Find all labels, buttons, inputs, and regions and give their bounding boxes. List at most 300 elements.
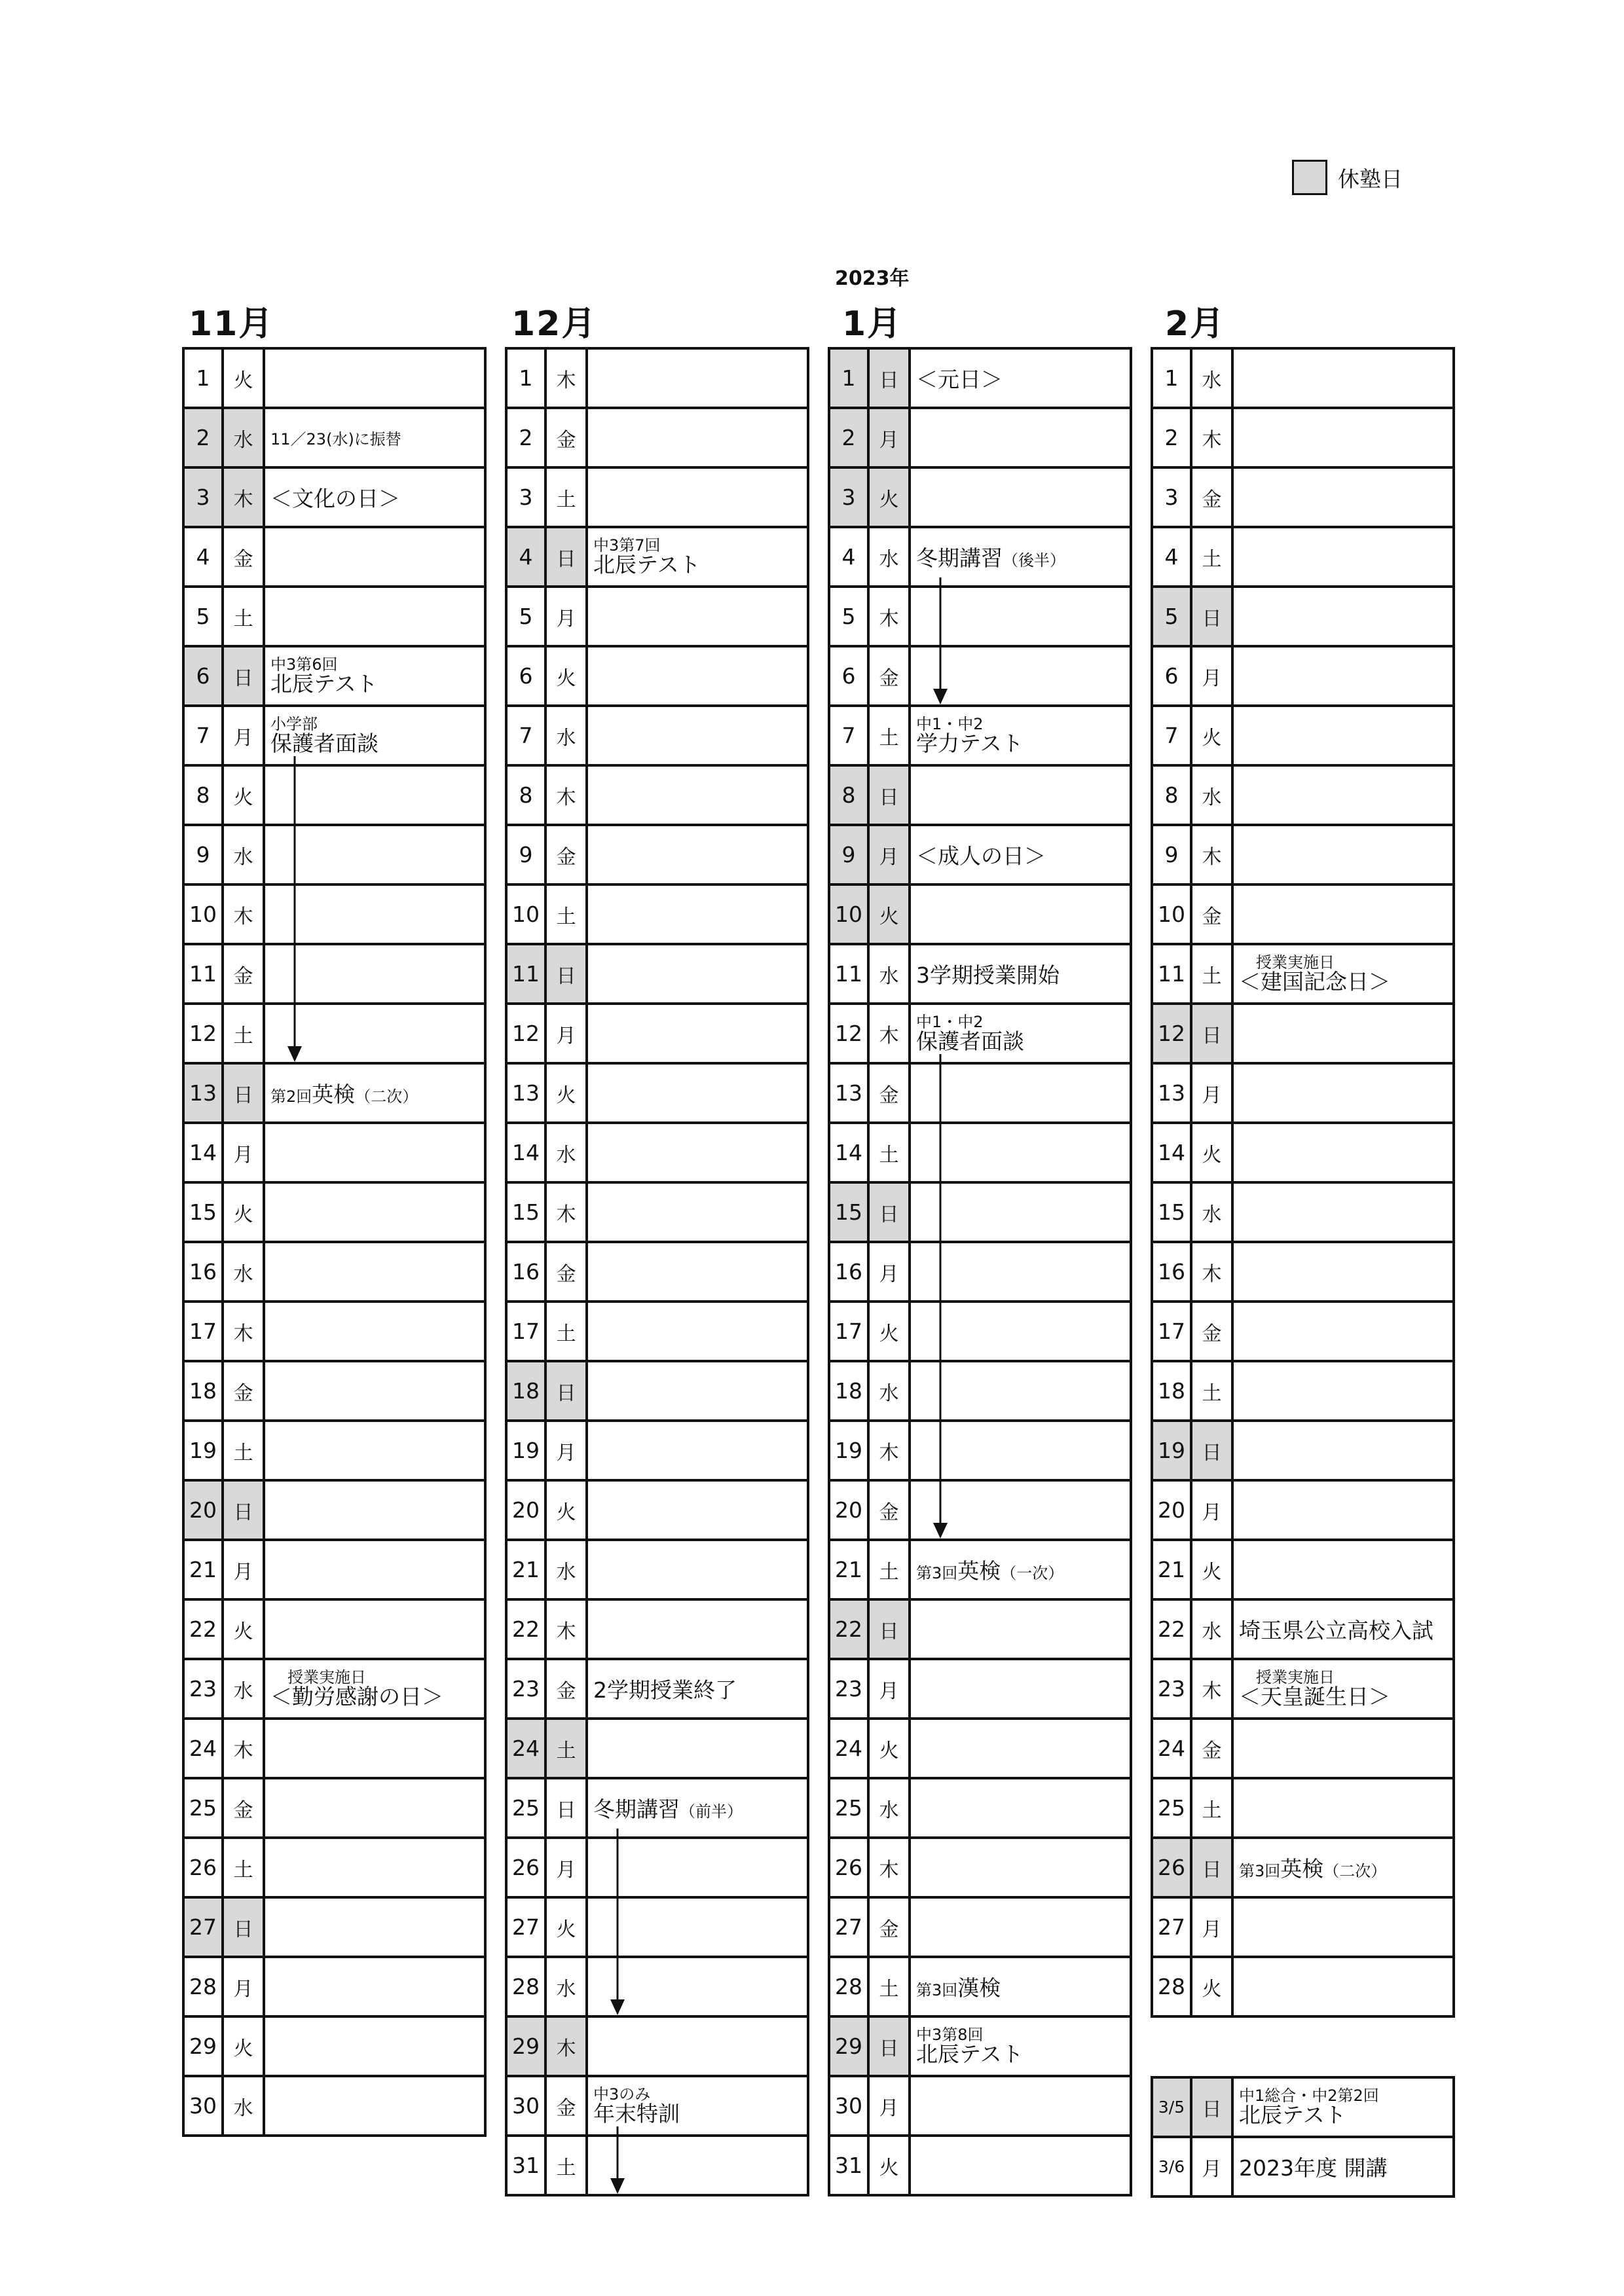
event-subtitle: 授業実施日 [1256, 953, 1335, 972]
calendar-row [507, 469, 809, 528]
day-number: 13 [185, 1065, 224, 1121]
event-cell [265, 1422, 487, 1479]
day-number: 26 [830, 1839, 870, 1896]
calendar-row-closed [830, 1601, 1132, 1660]
event-cell [911, 1720, 1132, 1777]
event-subtitle: 中1・中2 [916, 714, 984, 733]
event-cell [265, 409, 487, 466]
weekday: 土 [870, 1541, 911, 1598]
weekday: 火 [224, 350, 265, 407]
event-suffix: （二次） [1323, 1862, 1387, 1880]
weekday: 月 [224, 707, 265, 764]
month-title-nov: 11月 [189, 304, 274, 344]
day-number: 13 [830, 1065, 870, 1121]
weekday: 日 [1192, 1422, 1234, 1479]
day-number: 23 [830, 1660, 870, 1717]
weekday: 木 [224, 469, 265, 526]
day-number: 28 [1153, 1958, 1192, 2015]
event-cell [911, 1839, 1132, 1896]
calendar-row [1153, 886, 1455, 945]
day-number: 21 [185, 1541, 224, 1598]
event-cell [265, 1362, 487, 1419]
event-cell [265, 350, 487, 407]
day-number: 3/6 [1153, 2138, 1192, 2195]
event-cell [911, 945, 1132, 1002]
day-number: 3 [830, 469, 870, 526]
event-cell [1234, 1303, 1455, 1360]
event-cell [1234, 528, 1455, 585]
event-cell [1234, 409, 1455, 466]
calendar-row [830, 1720, 1132, 1779]
weekday: 木 [1192, 409, 1234, 466]
day-number: 12 [185, 1005, 224, 1062]
event-cell [265, 1839, 487, 1896]
event-cell [1234, 886, 1455, 943]
calendar-row [507, 767, 809, 826]
calendar-row [1153, 1243, 1455, 1303]
weekday: 木 [547, 1601, 588, 1658]
day-number: 5 [830, 588, 870, 645]
weekday: 金 [870, 1065, 911, 1121]
event-cell [588, 707, 809, 764]
day-number: 1 [507, 350, 547, 407]
weekday: 土 [1192, 528, 1234, 585]
day-number: 15 [830, 1184, 870, 1241]
day-number: 2 [830, 409, 870, 466]
weekday: 月 [870, 409, 911, 466]
event-cell [911, 826, 1132, 883]
calendar-row-closed [1153, 588, 1455, 647]
event-text [593, 2086, 680, 2126]
calendar-row [1153, 945, 1455, 1005]
day-number: 17 [1153, 1303, 1192, 1360]
day-number: 12 [507, 1005, 547, 1062]
weekday: 水 [547, 1958, 588, 2015]
event-cell [588, 1839, 809, 1896]
day-number: 24 [1153, 1720, 1192, 1777]
weekday: 日 [1192, 1005, 1234, 1062]
weekday: 火 [870, 1303, 911, 1360]
event-subtitle: 中3第6回 [270, 655, 338, 674]
calendar-row [185, 528, 487, 588]
day-number: 9 [185, 826, 224, 883]
event-cell [588, 1362, 809, 1419]
calendar-row [830, 2137, 1132, 2196]
weekday: 木 [224, 886, 265, 943]
calendar-row [830, 1124, 1132, 1184]
calendar-row [830, 707, 1132, 767]
calendar-row [507, 1005, 809, 1065]
calendar-row [1153, 1660, 1455, 1720]
weekday: 月 [870, 2077, 911, 2134]
day-number: 27 [185, 1899, 224, 1956]
weekday: 日 [1192, 2079, 1234, 2136]
event-cell [1234, 350, 1455, 407]
event-cell [911, 2077, 1132, 2134]
calendar-grid-nov [182, 347, 487, 2137]
weekday: 水 [547, 1541, 588, 1598]
event-title: ＜天皇誕生日＞ [1239, 1683, 1390, 1709]
calendar-row-closed [830, 2018, 1132, 2077]
event-title: 保護者面談 [916, 1028, 1024, 1054]
calendar-row [1153, 1124, 1455, 1184]
day-number: 31 [830, 2137, 870, 2194]
weekday: 月 [547, 1005, 588, 1062]
day-number: 22 [185, 1601, 224, 1658]
day-number: 22 [1153, 1601, 1192, 1658]
day-number: 24 [830, 1720, 870, 1777]
day-number: 19 [185, 1422, 224, 1479]
calendar-row [830, 1660, 1132, 1720]
event-cell [265, 469, 487, 526]
calendar-row [1153, 826, 1455, 886]
event-cell [1234, 588, 1455, 645]
calendar-row [507, 1779, 809, 1839]
weekday: 水 [870, 945, 911, 1002]
calendar-row [830, 1482, 1132, 1541]
calendar-row-closed [507, 1362, 809, 1422]
year-label: 2023年 [835, 267, 910, 290]
event-cell [588, 2077, 809, 2134]
weekday: 水 [224, 826, 265, 883]
event-suffix: （一次） [1001, 1564, 1064, 1582]
event-title: 学力テスト [916, 730, 1024, 756]
day-number: 30 [185, 2077, 224, 2134]
event-cell [911, 1362, 1132, 1419]
calendar-row-closed [830, 767, 1132, 826]
event-cell [911, 2018, 1132, 2075]
calendar-row [830, 945, 1132, 1005]
event-cell [911, 1005, 1132, 1062]
calendar-row [507, 1243, 809, 1303]
event-cell [1234, 2079, 1455, 2136]
event-cell [265, 1124, 487, 1181]
event-cell [265, 2018, 487, 2075]
event-cell [265, 1720, 487, 1777]
event-title: 3学期授業開始 [916, 962, 1060, 988]
day-number: 19 [830, 1422, 870, 1479]
calendar-grid-jan [828, 347, 1132, 2196]
day-number: 30 [830, 2077, 870, 2134]
day-number: 28 [185, 1958, 224, 2015]
event-note: 11／23(水)に振替 [270, 430, 401, 448]
event-cell [911, 2137, 1132, 2194]
calendar-row [185, 588, 487, 647]
event-cell [911, 588, 1132, 645]
day-number: 3/5 [1153, 2079, 1192, 2136]
event-cell [588, 350, 809, 407]
weekday: 金 [224, 528, 265, 585]
calendar-row-closed [185, 647, 487, 707]
weekday: 木 [1192, 1243, 1234, 1300]
day-number: 14 [507, 1124, 547, 1181]
calendar-row [507, 1303, 809, 1362]
weekday: 月 [870, 1660, 911, 1717]
weekday: 水 [224, 409, 265, 466]
event-text [270, 1669, 443, 1709]
day-number: 4 [185, 528, 224, 585]
event-cell [911, 1184, 1132, 1241]
calendar-row [507, 886, 809, 945]
day-number: 2 [1153, 409, 1192, 466]
event-prefix: 第3回 [1239, 1862, 1281, 1880]
event-cell [1234, 1839, 1455, 1896]
event-title: ＜建国記念日＞ [1239, 968, 1390, 994]
weekday: 土 [1192, 945, 1234, 1002]
event-cell [265, 767, 487, 824]
weekday: 水 [224, 1660, 265, 1717]
event-cell [1234, 2138, 1455, 2195]
event-cell [911, 1899, 1132, 1956]
weekday: 火 [547, 1482, 588, 1539]
calendar-row [185, 1243, 487, 1303]
day-number: 17 [185, 1303, 224, 1360]
calendar-row [185, 886, 487, 945]
weekday: 火 [870, 1720, 911, 1777]
weekday: 金 [870, 1482, 911, 1539]
calendar-row-closed [507, 2018, 809, 2077]
calendar-row [830, 2077, 1132, 2137]
calendar-row [185, 1541, 487, 1601]
event-cell [265, 1899, 487, 1956]
event-cell [588, 2137, 809, 2194]
calendar-row [185, 1660, 487, 1720]
weekday: 土 [224, 1422, 265, 1479]
event-cell [588, 1720, 809, 1777]
weekday: 土 [1192, 1779, 1234, 1836]
calendar-row [507, 707, 809, 767]
day-number: 16 [1153, 1243, 1192, 1300]
day-number: 6 [185, 647, 224, 704]
event-cell [1234, 1005, 1455, 1062]
day-number: 6 [507, 647, 547, 704]
weekday: 金 [1192, 1720, 1234, 1777]
event-title: 漢検 [957, 1975, 1001, 2001]
day-number: 10 [830, 886, 870, 943]
event-title: 英検 [312, 1082, 356, 1107]
event-title: ＜勤労感謝の日＞ [270, 1683, 443, 1709]
event-cell [911, 1303, 1132, 1360]
calendar-row-closed [1153, 1839, 1455, 1899]
calendar-row [185, 1779, 487, 1839]
day-number: 20 [507, 1482, 547, 1539]
day-number: 21 [507, 1541, 547, 1598]
weekday: 日 [547, 1362, 588, 1419]
day-number: 16 [830, 1243, 870, 1300]
event-cell [1234, 647, 1455, 704]
weekday: 火 [1192, 707, 1234, 764]
weekday: 土 [547, 886, 588, 943]
day-number: 10 [185, 886, 224, 943]
weekday: 火 [870, 2137, 911, 2194]
event-cell [911, 409, 1132, 466]
weekday: 木 [224, 1720, 265, 1777]
event-cell [588, 1899, 809, 1956]
day-number: 26 [1153, 1839, 1192, 1896]
calendar-row-closed [1153, 1005, 1455, 1065]
event-cell [588, 1005, 809, 1062]
event-suffix: （二次） [355, 1087, 418, 1106]
event-title: ＜文化の日＞ [270, 486, 400, 511]
event-text [916, 716, 1024, 756]
weekday: 土 [870, 1124, 911, 1181]
event-cell [588, 1541, 809, 1598]
event-title: 北辰テスト [593, 551, 701, 577]
calendar-row-closed [830, 826, 1132, 886]
event-cell [588, 409, 809, 466]
calendar-row [1153, 1779, 1455, 1839]
calendar-row [185, 1124, 487, 1184]
weekday: 土 [547, 1303, 588, 1360]
day-number: 8 [1153, 767, 1192, 824]
event-cell [911, 1541, 1132, 1598]
day-number: 14 [1153, 1124, 1192, 1181]
event-cell [265, 945, 487, 1002]
weekday: 水 [224, 1243, 265, 1300]
calendar-row [830, 1362, 1132, 1422]
day-number: 25 [507, 1779, 547, 1836]
day-number: 4 [507, 528, 547, 585]
weekday: 日 [224, 1482, 265, 1539]
event-cell [1234, 1899, 1455, 1956]
month-title-jan: 1月 [842, 304, 903, 344]
calendar-row-closed [185, 409, 487, 469]
event-cell [911, 767, 1132, 824]
day-number: 14 [185, 1124, 224, 1181]
weekday: 水 [547, 1124, 588, 1181]
calendar-grid-march-extra [1151, 2076, 1455, 2198]
weekday: 水 [1192, 350, 1234, 407]
weekday: 水 [1192, 767, 1234, 824]
calendar-row [1153, 528, 1455, 588]
weekday: 月 [224, 1958, 265, 2015]
day-number: 3 [185, 469, 224, 526]
day-number: 29 [830, 2018, 870, 2075]
day-number: 26 [185, 1839, 224, 1896]
event-cell [588, 1422, 809, 1479]
day-number: 11 [830, 945, 870, 1002]
weekday: 月 [547, 588, 588, 645]
day-number: 8 [507, 767, 547, 824]
event-cell [588, 1184, 809, 1241]
day-number: 15 [507, 1184, 547, 1241]
day-number: 18 [1153, 1362, 1192, 1419]
event-cell [1234, 469, 1455, 526]
calendar-row [1153, 2138, 1455, 2198]
day-number: 24 [185, 1720, 224, 1777]
day-number: 17 [830, 1303, 870, 1360]
event-cell [1234, 1660, 1455, 1717]
event-text [916, 363, 1003, 393]
event-cell [911, 1482, 1132, 1539]
event-title: 保護者面談 [270, 730, 378, 756]
calendar-row [185, 2077, 487, 2137]
day-number: 15 [185, 1184, 224, 1241]
weekday: 月 [547, 1839, 588, 1896]
event-cell [265, 826, 487, 883]
day-number: 27 [830, 1899, 870, 1956]
day-number: 22 [507, 1601, 547, 1658]
calendar-row [185, 707, 487, 767]
calendar-row [1153, 469, 1455, 528]
event-subtitle: 小学部 [270, 714, 318, 733]
calendar-row [507, 1184, 809, 1243]
event-cell [265, 588, 487, 645]
event-cell [1234, 1243, 1455, 1300]
event-title: 冬期講習 [593, 1796, 680, 1822]
day-number: 29 [507, 2018, 547, 2075]
day-number: 22 [830, 1601, 870, 1658]
day-number: 9 [1153, 826, 1192, 883]
event-subtitle: 中1・中2 [916, 1012, 984, 1031]
day-number: 18 [185, 1362, 224, 1419]
weekday: 金 [870, 647, 911, 704]
day-number: 10 [507, 886, 547, 943]
event-cell [911, 647, 1132, 704]
event-cell [911, 1779, 1132, 1836]
calendar-row [185, 945, 487, 1005]
event-cell [1234, 1601, 1455, 1658]
day-number: 27 [507, 1899, 547, 1956]
day-number: 9 [830, 826, 870, 883]
weekday: 水 [1192, 1601, 1234, 1658]
event-text [916, 2027, 1024, 2066]
calendar-row [830, 1839, 1132, 1899]
event-cell [911, 350, 1132, 407]
day-number: 4 [1153, 528, 1192, 585]
event-subtitle: 中1総合・中2第2回 [1239, 2086, 1379, 2105]
weekday: 金 [547, 409, 588, 466]
event-cell [265, 528, 487, 585]
event-text [1239, 955, 1390, 994]
calendar-grid-dec [505, 347, 809, 2196]
event-cell [265, 1184, 487, 1241]
weekday: 月 [870, 1243, 911, 1300]
calendar-row [185, 1362, 487, 1422]
event-cell [588, 1303, 809, 1360]
calendar-row [185, 1303, 487, 1362]
weekday: 火 [547, 1065, 588, 1121]
weekday: 月 [224, 1124, 265, 1181]
event-cell [588, 1779, 809, 1836]
calendar-row [507, 2077, 809, 2137]
event-text [593, 538, 701, 577]
day-number: 5 [1153, 588, 1192, 645]
event-cell [1234, 1362, 1455, 1419]
event-cell [588, 886, 809, 943]
day-number: 26 [507, 1839, 547, 1896]
day-number: 7 [1153, 707, 1192, 764]
event-text [916, 958, 1060, 989]
event-cell [265, 1005, 487, 1062]
event-title: ＜元日＞ [916, 367, 1003, 392]
weekday: 水 [1192, 1184, 1234, 1241]
calendar-row [830, 1958, 1132, 2018]
legend-label: 休塾日 [1338, 166, 1403, 192]
calendar-row-closed [1153, 2079, 1455, 2138]
day-number: 6 [830, 647, 870, 704]
weekday: 木 [547, 350, 588, 407]
weekday: 月 [1192, 1482, 1234, 1539]
calendar-row [1153, 1303, 1455, 1362]
month-title-dec: 12月 [511, 304, 597, 344]
event-text [916, 1554, 1063, 1585]
event-text [1239, 2088, 1379, 2127]
calendar-row-closed [185, 1482, 487, 1541]
weekday: 月 [1192, 647, 1234, 704]
event-cell [588, 1601, 809, 1658]
weekday: 月 [224, 1541, 265, 1598]
